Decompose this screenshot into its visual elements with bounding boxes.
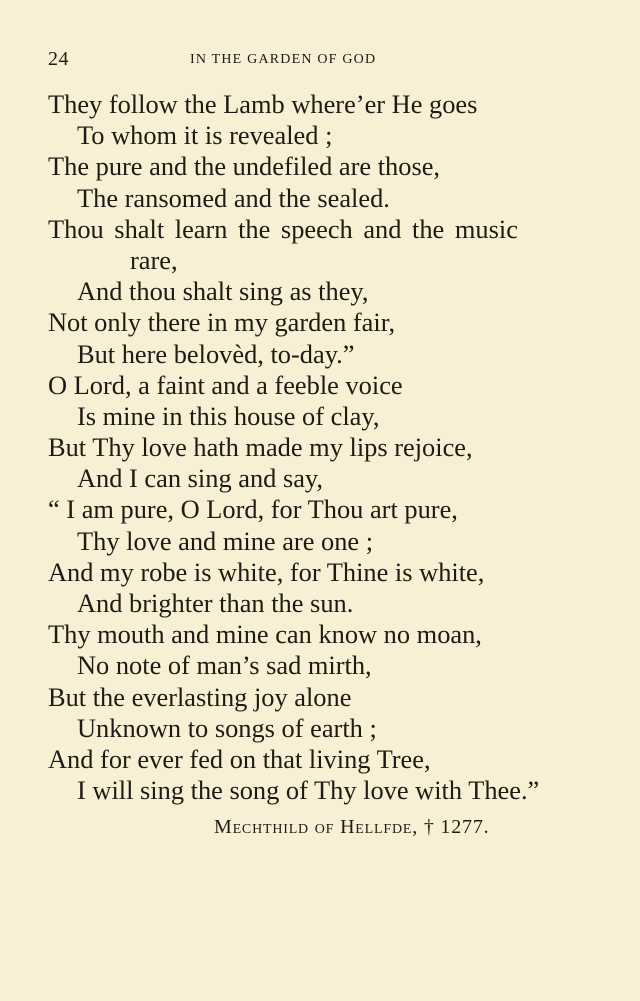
poem-line: And I can sing and say, (77, 463, 324, 494)
poem-line: Is mine in this house of clay, (77, 400, 380, 431)
poem-line-continuation: rare, (130, 244, 178, 275)
poem-line: O Lord, a faint and a feeble voice (48, 369, 403, 400)
poem-line: Thy love and mine are one ; (77, 525, 374, 556)
poem-line: But Thy love hath made my lips rejoice, (48, 432, 473, 463)
poem-line: No note of man’s sad mirth, (77, 650, 372, 681)
poem-line: And thou shalt sing as they, (77, 276, 369, 307)
poem-line: They follow the Lamb where’er He goes (48, 89, 478, 119)
poem-line: “ I am pure, O Lord, for Thou art pure, (48, 494, 458, 525)
page-header (48, 48, 438, 76)
running-head: IN THE GARDEN OF GOD (190, 52, 377, 67)
poem-line: And my robe is white, for Thine is white, (48, 556, 485, 587)
poem-line: But the everlasting joy alone (48, 681, 352, 712)
poem-line: And for ever fed on that living Tree, (48, 743, 431, 774)
poem-line: Not only there in my garden fair, (48, 307, 396, 338)
poem-line: Thy mouth and mine can know no moan, (48, 619, 482, 650)
poem-line: And brighter than the sun. (77, 588, 354, 618)
poem-line: I will sing the song of Thy love with Thee.” (77, 775, 540, 806)
poem-line: But here belovèd, to-day.” (77, 338, 355, 369)
poem-line: To whom it is revealed ; (77, 120, 333, 151)
poem-line: Unknown to songs of earth ; (77, 712, 377, 743)
poem-line: The pure and the undefiled are those, (48, 151, 441, 182)
poem-attribution: Mechthild of Hellfde, † 1277. (214, 816, 490, 838)
poem (48, 89, 593, 806)
poem-line: Thou shalt learn the speech and the music (48, 213, 518, 244)
page-number: 24 (48, 48, 69, 70)
poem-line: The ransomed and the sealed. (77, 182, 390, 213)
